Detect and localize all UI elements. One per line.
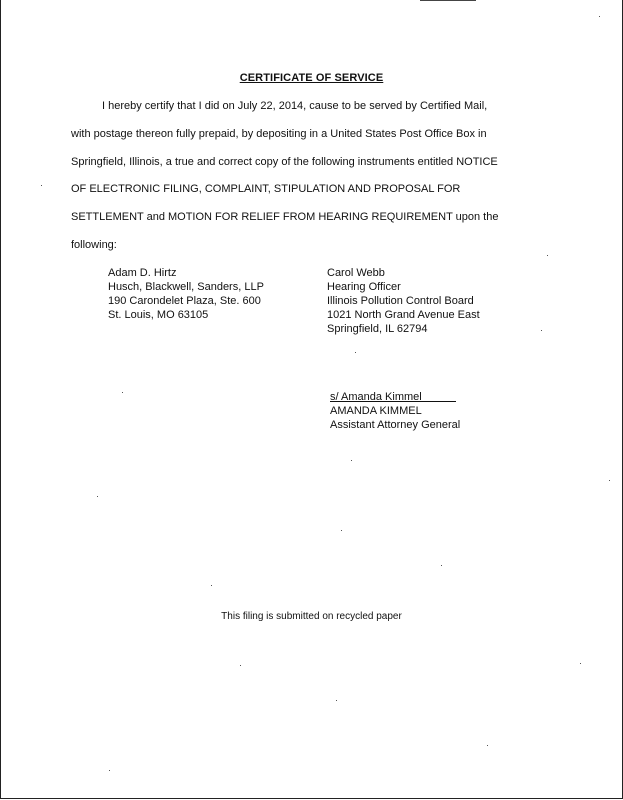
signer-name: AMANDA KIMMEL — [330, 405, 422, 417]
recipient-city: Springfield, IL 62794 — [327, 323, 428, 335]
recipient-name: Adam D. Hirtz — [108, 267, 177, 279]
recipient-name: Carol Webb — [327, 267, 385, 279]
scan-speck — [109, 770, 110, 771]
scan-speck — [97, 496, 98, 497]
scan-speck — [211, 585, 212, 586]
scan-speck — [547, 255, 548, 256]
scan-speck — [336, 700, 337, 701]
scan-speck — [122, 392, 123, 393]
paragraph-line-4: OF ELECTRONIC FILING, COMPLAINT, STIPULATION AND PROPOSAL FOR — [71, 183, 461, 195]
scan-speck — [341, 530, 342, 531]
scan-speck — [541, 330, 542, 331]
scan-speck — [580, 663, 581, 664]
paragraph-line-3: Springfield, Illinois, a true and correct copy of the following instruments entitled NOTICE — [71, 156, 498, 168]
recipient-organization: Illinois Pollution Control Board — [327, 295, 474, 307]
paragraph-line-2: with postage thereon fully prepaid, by depositing in a United States Post Office Box in — [71, 128, 487, 140]
paragraph-line-1: I hereby certify that I did on July 22, 2014, cause to be served by Certified Mail, — [102, 100, 488, 112]
electronic-signature: s/ Amanda Kimmel — [330, 391, 422, 403]
scan-speck — [599, 16, 600, 17]
scan-speck — [41, 185, 42, 186]
recipient-street: 1021 North Grand Avenue East — [327, 309, 480, 321]
recipient-address-right — [327, 266, 480, 336]
recipient-street: 190 Carondelet Plaza, Ste. 600 — [108, 295, 261, 307]
scan-speck — [351, 460, 352, 461]
scan-speck — [441, 565, 442, 566]
recipient-address-left — [108, 266, 264, 322]
recycled-paper-note: This filing is submitted on recycled paper — [221, 611, 402, 622]
signature-block — [330, 390, 460, 432]
scan-speck — [487, 745, 488, 746]
scan-speck — [355, 352, 356, 353]
scan-edge-mark — [420, 0, 476, 1]
recipient-firm: Husch, Blackwell, Sanders, LLP — [108, 281, 264, 293]
paragraph-line-5: SETTLEMENT and MOTION FOR RELIEF FROM HEARING REQUIREMENT upon the — [71, 211, 499, 223]
recipient-role: Hearing Officer — [327, 281, 401, 293]
recipient-city: St. Louis, MO 63105 — [108, 309, 209, 321]
scan-speck — [609, 480, 610, 481]
scan-speck — [240, 665, 241, 666]
document-title: CERTIFICATE OF SERVICE — [239, 72, 384, 84]
signature-underline — [330, 401, 456, 402]
paragraph-line-6: following: — [71, 239, 117, 251]
signer-title: Assistant Attorney General — [330, 419, 461, 431]
